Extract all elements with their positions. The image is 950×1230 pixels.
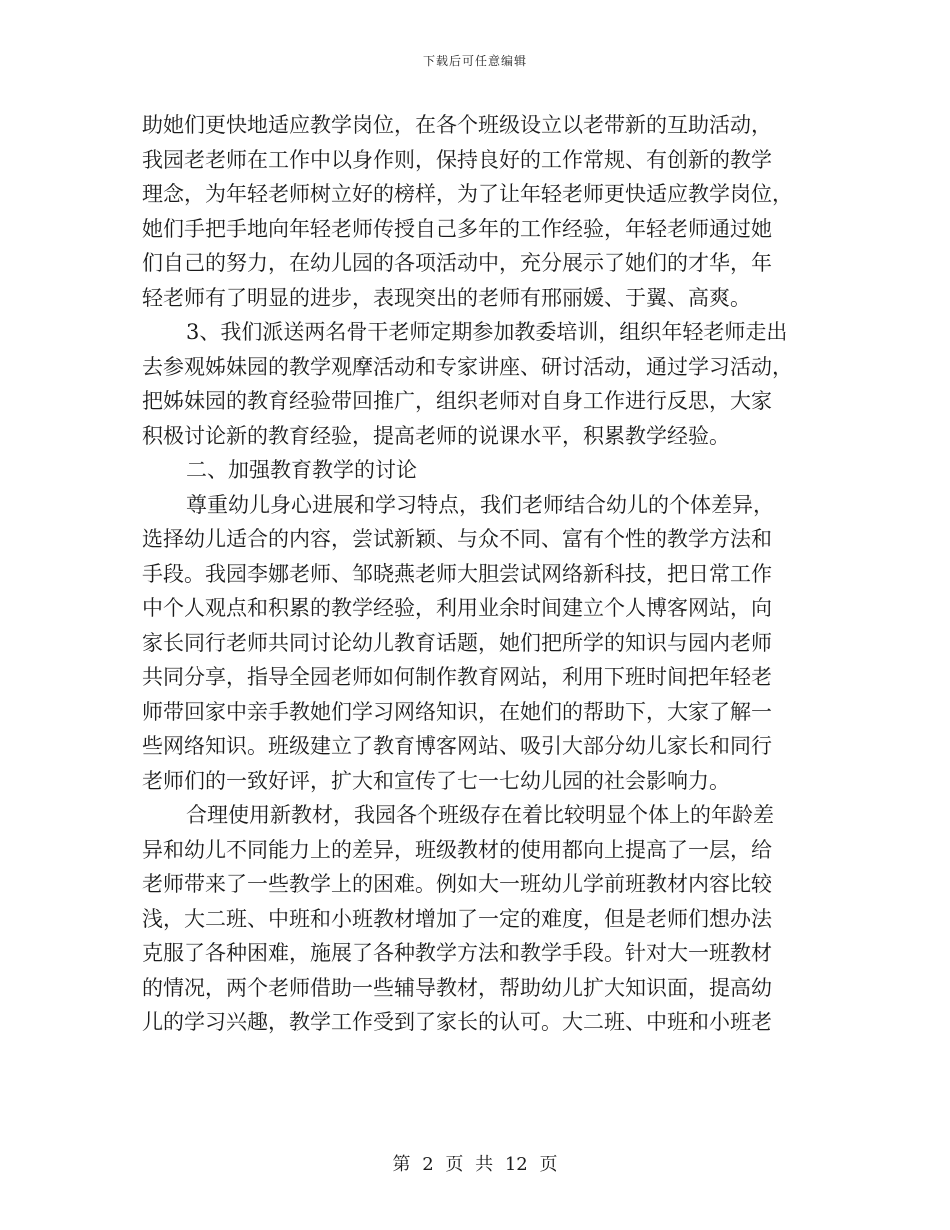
text-line: 助她们更快地适应教学岗位，在各个班级设立以老带新的互助活动， xyxy=(142,113,772,137)
paragraph-start-line: 尊重幼儿身心进展和学习特点，我们老师结合幼儿的个体差异， xyxy=(186,492,774,517)
text-line: 些网络知识。班级建立了教育博客网站、吸引大部分幼儿家长和同行 xyxy=(142,734,772,758)
text-line: 积极讨论新的教育经验，提高老师的说课水平，积累教学经验。 xyxy=(142,423,730,448)
paragraph-start-line: 合理使用新教材，我园各个班级存在着比较明显个体上的年龄差 xyxy=(186,803,774,827)
text-line: 共同分享，指导全园老师如何制作教育网站，利用下班时间把年轻老 xyxy=(142,665,772,689)
paragraph-start-line: 3、我们派送两名骨干老师定期参加教委培训，组织年轻老师走出 xyxy=(186,320,788,344)
text-line: 她们手把手地向年轻老师传授自己多年的工作经验，年轻老师通过她 xyxy=(142,216,772,241)
text-line: 克服了各种困难，施展了各种教学方法和教学手段。针对大一班教材 xyxy=(142,941,772,965)
text-line: 去参观姊妹园的教学观摩活动和专家讲座、研讨活动，通过学习活动， xyxy=(142,354,793,379)
text-line: 的情况，两个老师借助一些辅导教材，帮助幼儿扩大知识面，提高幼 xyxy=(142,975,772,1000)
text-line: 中个人观点和积累的教学经验，利用业余时间建立个人博客网站，向 xyxy=(142,596,772,620)
page-header: 下载后可任意编辑 xyxy=(422,54,527,68)
text-line: 异和幼儿不同能力上的差异，班级教材的使用都向上提高了一层，给 xyxy=(142,837,772,862)
document-body xyxy=(142,108,806,1040)
text-line: 浅，大二班、中班和小班教材增加了一定的难度，但是老师们想办法 xyxy=(142,906,772,931)
text-line: 老师带来了一些教学上的困难。例如大一班幼儿学前班教材内容比较 xyxy=(142,872,772,896)
text-line: 儿的学习兴趣，教学工作受到了家长的认可。大二班、中班和小班老 xyxy=(142,1010,772,1034)
text-line: 手段。我园李娜老师、邹晓燕老师大胆尝试网络新科技，把日常工作 xyxy=(142,561,772,586)
text-line: 家长同行老师共同讨论幼儿教育话题，她们把所学的知识与园内老师 xyxy=(142,630,772,655)
page-number-footer: 第 2 页 共 12 页 xyxy=(392,1154,558,1175)
text-line: 我园老老师在工作中以身作则，保持良好的工作常规、有创新的教学 xyxy=(142,147,772,172)
text-line: 老师们的一致好评，扩大和宣传了七一七幼儿园的社会影响力。 xyxy=(142,768,730,793)
text-line: 理念，为年轻老师树立好的榜样，为了让年轻老师更快适应教学岗位， xyxy=(142,182,793,206)
section-heading: 二、加强教育教学的讨论 xyxy=(186,458,417,482)
text-line: 师带回家中亲手教她们学习网络知识，在她们的帮助下，大家了解一 xyxy=(142,699,772,724)
text-line: 轻老师有了明显的进步，表现突出的老师有邢丽媛、于翼、高爽。 xyxy=(142,285,751,310)
text-line: 们自己的努力，在幼儿园的各项活动中，充分展示了她们的才华，年 xyxy=(142,251,772,275)
text-line: 选择幼儿适合的内容，尝试新颖、与众不同、富有个性的教学方法和 xyxy=(142,527,772,551)
text-line: 把姊妹园的教育经验带回推广，组织老师对自身工作进行反思，大家 xyxy=(142,389,772,413)
